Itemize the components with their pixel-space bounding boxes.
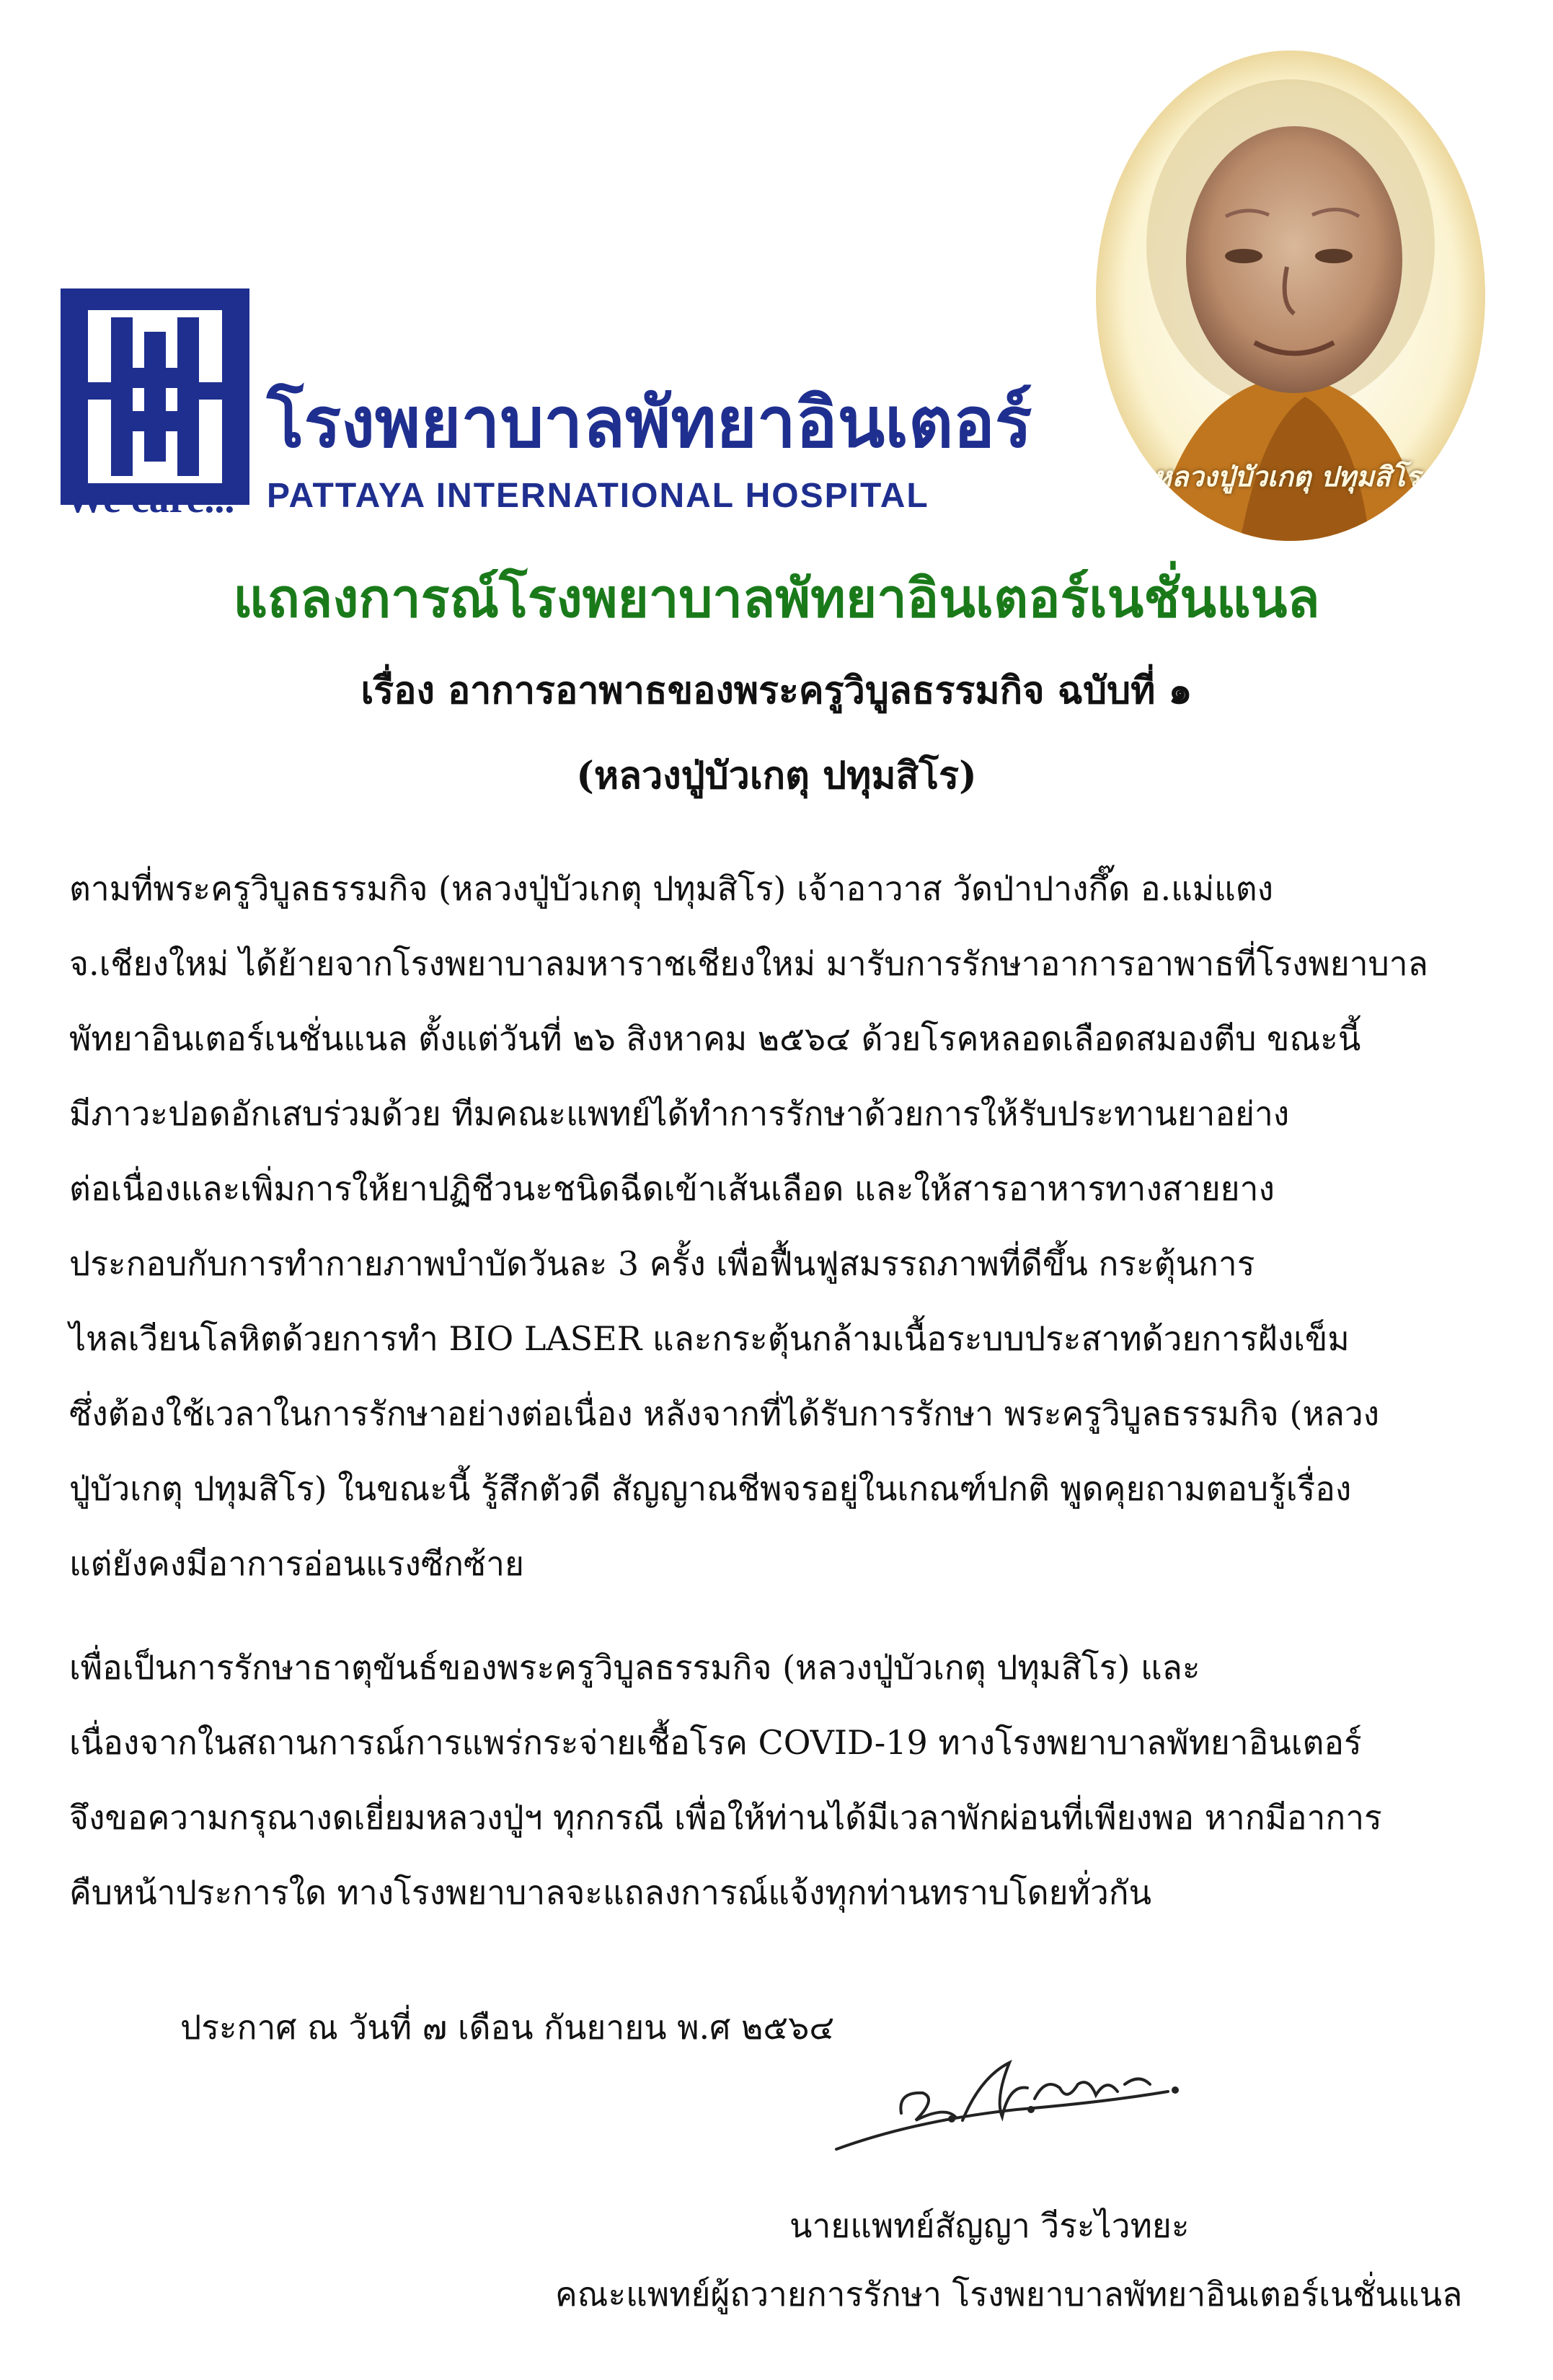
announcement-title: แถลงการณ์โรงพยาบาลพัทยาอินเตอร์เนชั่นแนล xyxy=(233,568,1320,630)
signer-name: นายแพทย์สัญญา วีระไวทยะ xyxy=(789,2206,1190,2245)
handwritten-signature xyxy=(829,2034,1204,2164)
hospital-name-thai: โรงพยาบาลพัทยาอินเตอร์ xyxy=(267,382,1032,463)
paragraph-line: แต่ยังคงมีอาการอ่อนแรงซีกซ้าย xyxy=(69,1544,524,1583)
paragraph-line: พัทยาอินเตอร์เนชั่นแนล ตั้งแต่วันที่ ๒๖ สิงหาคม ๒๕๖๔ ด้วยโรคหลอดเลือดสมองตีบ ขณะนี้ xyxy=(69,1019,1361,1058)
portrait-caption: หลวงปู่บัวเกตุ ปทุมสิโร xyxy=(1154,460,1420,493)
announcement-date: ประกาศ ณ วันที่ ๗ เดือน กันยายน พ.ศ ๒๕๖๔ xyxy=(180,2008,835,2047)
signer-title: คณะแพทย์ผู้ถวายการรักษา โรงพยาบาลพัทยาอินเตอร์เนชั่นแนล xyxy=(555,2275,1463,2314)
paragraph-line: ประกอบกับการทำกายภาพบำบัดวันละ 3 ครั้ง เพื่อฟื้นฟูสมรรถภาพที่ดีขึ้น กระตุ้นการ xyxy=(69,1244,1255,1283)
paragraph-line: มีภาวะปอดอักเสบร่วมด้วย ทีมคณะแพทย์ได้ทำการรักษาด้วยการให้รับประทานยาอย่าง xyxy=(69,1094,1290,1133)
announcement-subject: เรื่อง อาการอาพาธของพระครูวิบูลธรรมกิจ ฉบับที่ ๑ xyxy=(360,669,1193,713)
body-paragraph-2 xyxy=(69,1630,1432,1930)
paragraph-line: ต่อเนื่องและเพิ่มการให้ยาปฏิชีวนะชนิดฉีดเข้าเส้นเลือด และให้สารอาหารทางสายยาง xyxy=(69,1169,1275,1208)
hospital-logo-icon xyxy=(61,288,249,505)
paragraph-line: ไหลเวียนโลหิตด้วยการทำ BIO LASER และกระตุ้นกล้ามเนื้อระบบประสาทด้วยการฝังเข็ม xyxy=(69,1319,1350,1358)
paragraph-line: จึงขอความกรุณางดเยี่ยมหลวงปู่ฯ ทุกกรณี เพื่อให้ท่านได้มีเวลาพักผ่อนที่เพียงพอ หากมีอาการ xyxy=(69,1798,1382,1837)
paragraph-line: คืบหน้าประการใด ทางโรงพยาบาลจะแถลงการณ์แจ้งทุกท่านทราบโดยทั่วกัน xyxy=(69,1873,1152,1912)
paragraph-line: ตามที่พระครูวิบูลธรรมกิจ (หลวงปู่บัวเกตุ ปทุมสิโร) เจ้าอาวาส วัดป่าปางกึ๊ด อ.แม่แตง xyxy=(69,869,1274,908)
paragraph-line: ซึ่งต้องใช้เวลาในการรักษาอย่างต่อเนื่อง หลังจากที่ได้รับการรักษา พระครูวิบูลธรรมกิจ (หลวง xyxy=(69,1394,1380,1433)
paragraph-line: ปู่บัวเกตุ ปทุมสิโร) ในขณะนี้ รู้สึกตัวดี สัญญาณชีพจรอยู่ในเกณฑ์ปกติ พูดคุยถามตอบรู้เรื่อง xyxy=(69,1469,1352,1508)
hospital-tagline: We care... xyxy=(65,477,235,521)
announcement-subject-line2: (หลวงปู่บัวเกตุ ปทุมสิโร) xyxy=(576,754,977,798)
hospital-name-english: PATTAYA INTERNATIONAL HOSPITAL xyxy=(267,477,929,515)
paragraph-line: จ.เชียงใหม่ ได้ย้ายจากโรงพยาบาลมหาราชเชียงใหม่ มารับการรักษาอาการอาพาธที่โรงพยาบาล xyxy=(69,944,1428,983)
body-paragraph-1 xyxy=(69,851,1432,1601)
paragraph-line: เนื่องจากในสถานการณ์การแพร่กระจ่ายเชื้อโรค COVID-19 ทางโรงพยาบาลพัทยาอินเตอร์ xyxy=(69,1723,1362,1762)
monk-portrait-image xyxy=(1096,50,1485,541)
paragraph-line: เพื่อเป็นการรักษาธาตุขันธ์ของพระครูวิบูลธรรมกิจ (หลวงปู่บัวเกตุ ปทุมสิโร) และ xyxy=(69,1648,1200,1687)
